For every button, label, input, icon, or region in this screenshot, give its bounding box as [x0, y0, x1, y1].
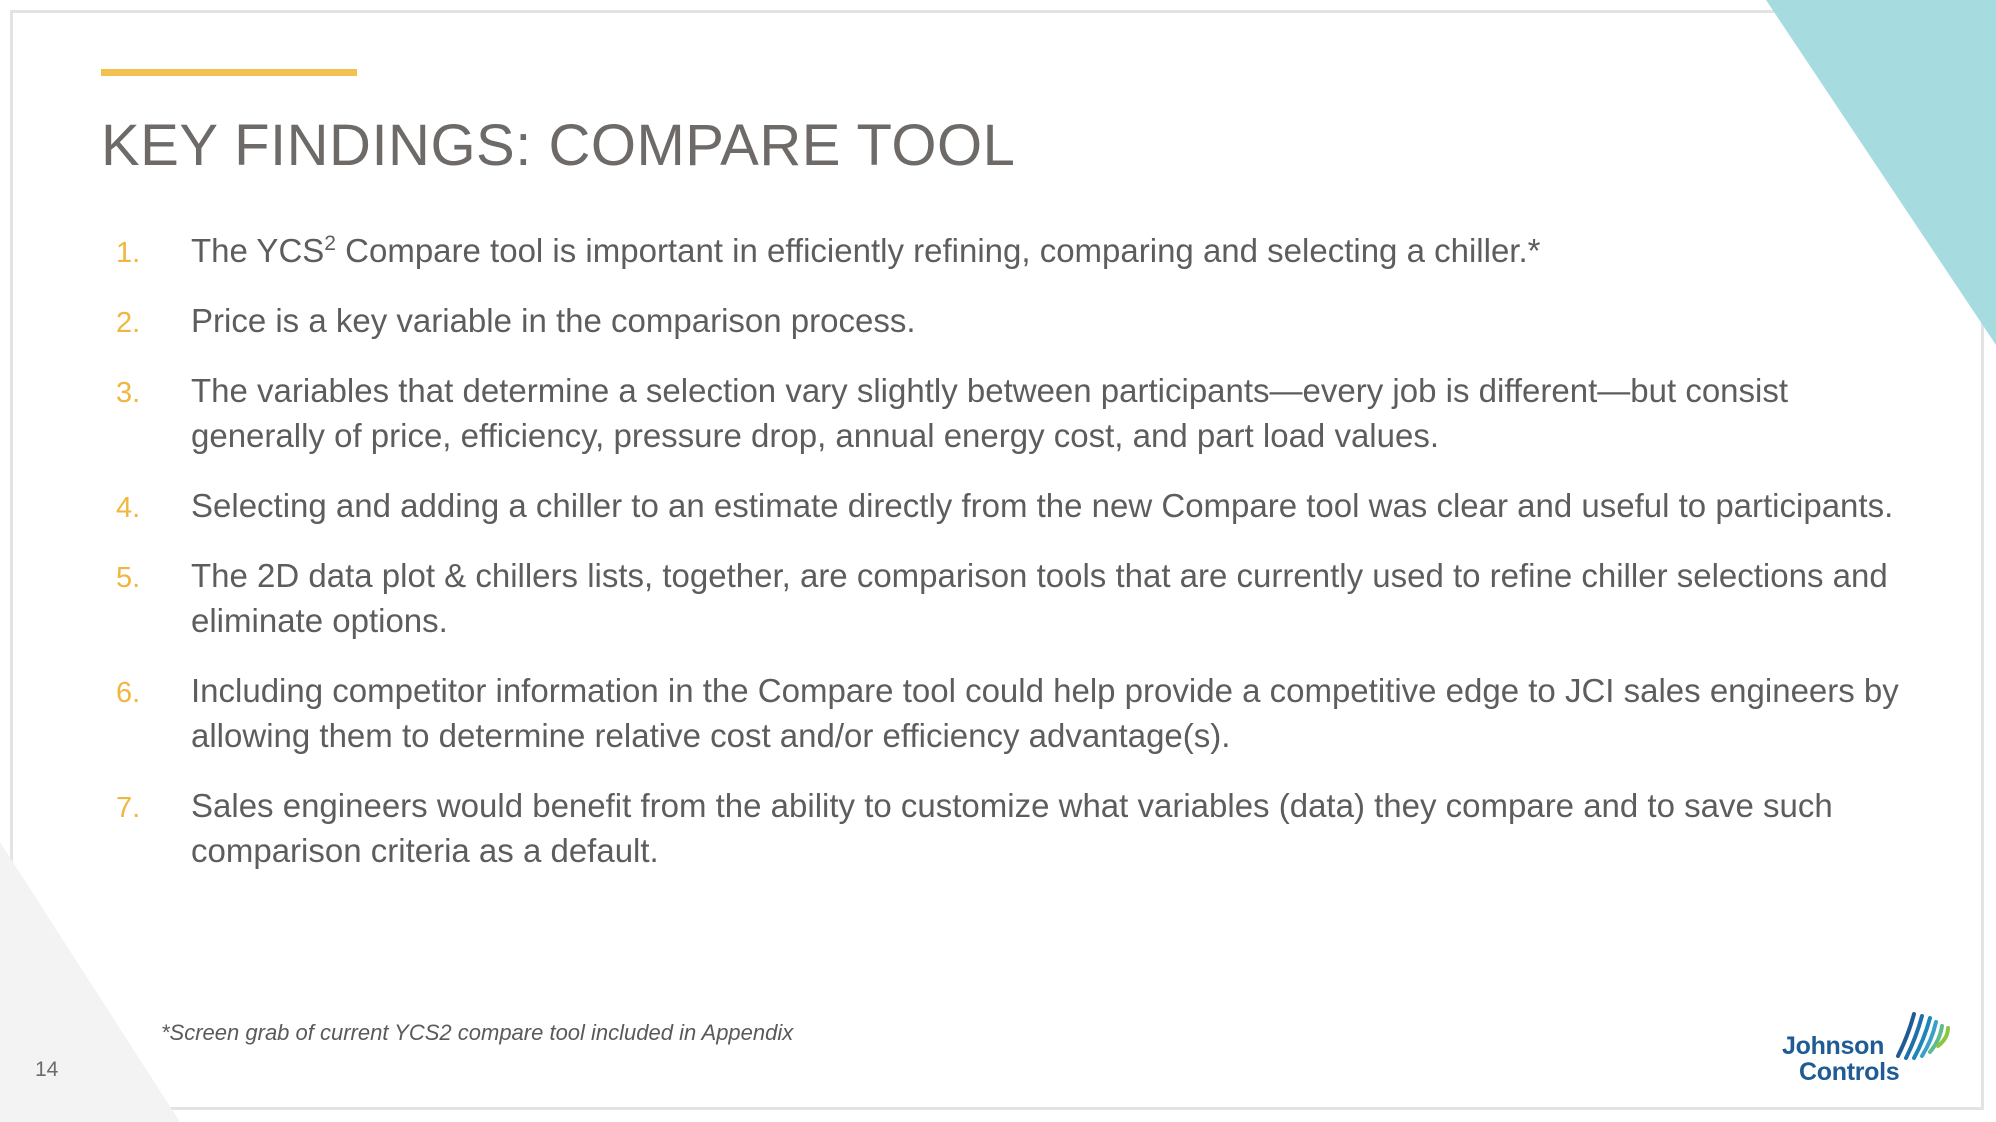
footnote: *Screen grab of current YCS2 compare tool included in Appendix	[161, 1020, 794, 1045]
logo-text-line1: Johnson	[1782, 1032, 1885, 1060]
findings-list	[100, 228, 1900, 898]
slide-title: KEY FINDINGS: COMPARE TOOL	[101, 113, 1016, 178]
finding-number: 2.	[116, 307, 141, 339]
finding-item-5	[100, 553, 1900, 643]
finding-item-2	[100, 298, 1900, 343]
superscript-2: 2	[324, 232, 336, 255]
page-number: 14	[35, 1058, 59, 1081]
finding-text: Including competitor information in the Compare tool could help provide a competitive edge to JCI sales engineers by allowing them to determine relative cost and/or efficiency advantage(s).	[191, 672, 1899, 754]
finding-text: The 2D data plot & chillers lists, together, are comparison tools that are currently used to refine chiller selections and eliminate options.	[191, 557, 1888, 639]
finding-number: 6.	[116, 677, 141, 709]
finding-text: The YCS$^2$ Compare tool is important in efficiently refining, comparing and selecting a chiller.*	[191, 232, 1541, 269]
logo-text-line2: Controls	[1799, 1058, 1900, 1086]
finding-number: 5.	[116, 562, 141, 594]
finding-text: Selecting and adding a chiller to an estimate directly from the new Compare tool was clear and useful to participants.	[191, 487, 1894, 524]
finding-item-4	[100, 483, 1900, 528]
finding-item-3	[100, 368, 1900, 458]
finding-item-1	[100, 228, 1900, 273]
finding-text: Sales engineers would benefit from the ability to customize what variables (data) they compare and to save such comparison criteria as a default.	[191, 787, 1833, 869]
finding-number: 4.	[116, 492, 141, 524]
johnson-controls-logo	[1782, 1010, 1952, 1086]
finding-number: 3.	[116, 377, 141, 409]
finding-text: The variables that determine a selection vary slightly between participants—every job is different—but consist generally of price, efficiency, pressure drop, annual energy cost, and part load values.	[191, 372, 1789, 454]
title-accent-bar	[101, 69, 357, 76]
finding-number: 1.	[116, 237, 141, 269]
finding-item-7	[100, 783, 1900, 873]
finding-text: Price is a key variable in the comparison process.	[191, 302, 916, 339]
finding-item-6	[100, 668, 1900, 758]
johnson-controls-wave-icon	[1894, 1010, 1954, 1062]
finding-number: 7.	[116, 792, 141, 824]
